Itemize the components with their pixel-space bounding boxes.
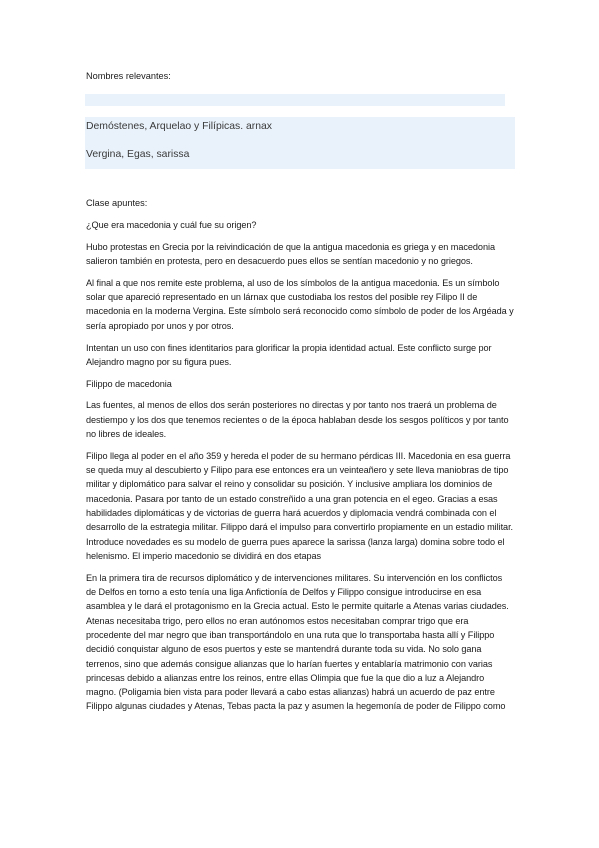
paragraph: Filipo llega al poder en el año 359 y hereda el poder de su hermano pérdicas III. Macedonia en esa guerra se queda muy al descubierto y Filipo para ese entonces era un veinteañero y sete lleva maniobras de tipo militar y diplomático para salvar el reino y consolidar su posición. Y inclusive ampliara los dominios de macedonia. Pasara por tanto de un estado constreñido a una gran potencia en el egeo. Gracias a esas habilidades diplomáticas y de victorias de guerra hará acuerdos y diplomacia vendrá combinada con el desarrollo de la estrategia militar. Filippo dará el impulso para convertirlo propiamente en un estadio militar. Introduce novedades es su modelo de guerra pues aparece la sarissa (lanza larga) domina sobre todo el helenismo. El imperio macedonio se dividirá en dos etapas: [86, 450, 514, 561]
section-subheading: Filippo de macedonia: [86, 378, 172, 389]
empty-highlight-bar: [85, 94, 505, 106]
paragraph: Al final a que nos remite este problema, al uso de los símbolos de la antigua macedonia. Es un símbolo solar que apareció representado en un lárnax que custodiaba los restos del posible rey Filipo II de macedonia en la moderna Vergina. Este símbolo será reconocido como símbolo de poder de los Argéada y sería apropiado por unos y por otros.: [86, 277, 514, 331]
names-line-1: Demóstenes, Arquelao y Filípicas. arnax: [86, 121, 272, 132]
paragraph: Hubo protestas en Grecia por la reivindicación de que la antigua macedonia es griega y en macedonia salieron también en protesta, pero en desacuerdo pues ellos se sentían macedonio y no griegos.: [86, 241, 495, 267]
notes-body: [86, 218, 514, 721]
names-label: Nombres relevantes:: [86, 71, 171, 81]
paragraph: Intentan un uso con fines identitarios para glorificar la propia identidad actual. Este conflicto surge por Alejandro magno por su figura pues.: [86, 342, 492, 367]
names-line-2: Vergina, Egas, sarissa: [86, 149, 190, 160]
question-heading: ¿Que era macedonia y cuál fue su origen?: [86, 220, 257, 230]
paragraph: En la primera tira de recursos diplomático y de intervenciones militares. Su intervención en los conflictos de Delfos en torno a esto tenía una liga Anfictionía de Delfos y Filippo consigue introducirse en esa asamblea y le dará el protagonismo en la Grecia actual. Esto le permite quitarle a Atenas varias ciudades. Atenas necesitaba trigo, pero ellos no eran autónomos estos necesitaban comprar trigo que era procedente del mar negro que iban transportándolo en una ruta que lo transportaba hasta allí y Filippo decidió conquistar alguno de esos puertos y este se mantendrá durante toda su vida. No solo gana terrenos, sino que además consigue alianzas que lo harían fuertes y entablaría matrimonio con varias princesas debido a alianzas entre los reinos, entre ellas Olimpia que fue la que dio a luz a Alejandro magno. (Poligamia bien vista para poder llevará a cabo estas alianzas) habrá un acuerdo de paz entre Filippo algunas ciudades y Atenas, Tebas pacta la paz y asumen la hegemonía de poder de Filippo como: [86, 572, 509, 712]
paragraph: Las fuentes, al menos de ellos dos serán posteriores no directas y por tanto nos traerá un problema de destiempo y los dos que tenemos recientes o de la época hablaban desde los sesgos políticos y por tanto no libres de ideales.: [86, 400, 509, 440]
notes-label: Clase apuntes:: [86, 198, 148, 208]
